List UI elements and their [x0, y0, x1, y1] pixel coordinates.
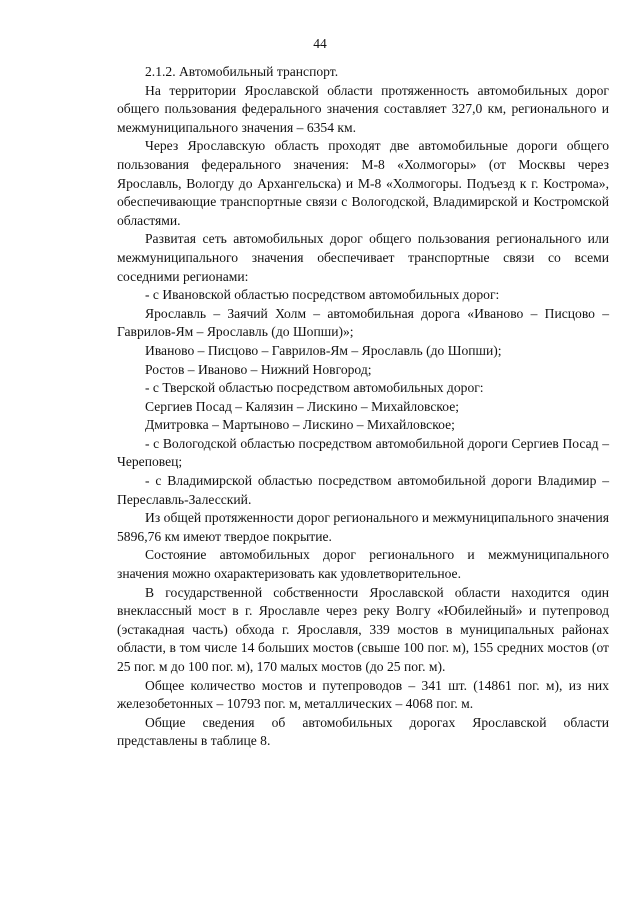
- list-item-vologda-region: - с Вологодской областью посредством автомобильной дороги Сергиев Посад – Череповец;: [117, 435, 609, 470]
- list-item-tver-region: - с Тверской областью посредством автомобильных дорог:: [145, 380, 484, 396]
- paragraph-table-reference: Общие сведения об автомобильных дорогах Ярославской области представлены в таблице 8.: [117, 714, 609, 749]
- section-heading: 2.1.2. Автомобильный транспорт.: [145, 64, 339, 79]
- paragraph-regional-network: Развитая сеть автомобильных дорог общего пользования регионального или межмуниципального значения обеспечивает транспортные связи со всеми соседними регионами:: [117, 231, 609, 284]
- list-item-ivanovo-region: - с Ивановской областью посредством автомобильных дорог:: [145, 287, 500, 303]
- paragraph-bridges: В государственной собственности Ярославской области находится один внеклассный мост в г. Ярославле через реку Волгу «Юбилейный» и путепровод (эстакадная часть) обхода г. Ярославля, 339 мостов в муниципальных районах области, в том числе 14 больших мостов (свыше 100 пог. м), 155 средних мостов (от 25 пог. м до 100 пог. м), 170 малых мостов (до 25 пог. м).: [117, 584, 609, 674]
- list-item-road: Иваново – Писцово – Гаврилов-Ям – Ярославль (до Шопши);: [145, 342, 502, 358]
- paragraph-road-condition: Состояние автомобильных дорог регионального и межмуниципального значения можно охарактеризовать как удовлетворительное.: [117, 547, 609, 582]
- paragraph-federal-roads: Через Ярославскую область проходят две автомобильные дороги общего пользования федерального значения: М-8 «Холмогоры» (от Москвы через Ярославль, Вологду до Архангельска) и М-8 «Холмогоры. Подъезд к г. Кострома», обеспечивающие транспортные связи с Вологодской, Владимирской и Костромской областями.: [117, 138, 609, 228]
- paragraph-road-length: На территории Ярославской области протяженность автомобильных дорог общего пользования федерального значения составляет 327,0 км, регионального и межмуниципального значения – 6354 км.: [117, 82, 609, 135]
- page-number: 44: [313, 36, 327, 51]
- list-item-road: Дмитровка – Мартыново – Лискино – Михайловское;: [145, 417, 455, 433]
- list-item-road: Ярославль – Заячий Холм – автомобильная дорога «Иваново – Писцово – Гаврилов-Ям – Ярославль (до Шопши)»;: [117, 305, 609, 340]
- paragraph-paved-roads: Из общей протяженности дорог регионального и межмуниципального значения 5896,76 км имеют твердое покрытие.: [117, 510, 609, 544]
- list-item-road: Сергиев Посад – Калязин – Лискино – Михайловское;: [145, 398, 460, 414]
- list-item-vladimir-region: - с Владимирской областью посредством автомобильной дороги Владимир – Переславль-Залесский.: [117, 473, 609, 507]
- document-body: [117, 63, 609, 751]
- paragraph-bridge-totals: Общее количество мостов и путепроводов – 341 шт. (14861 пог. м), из них железобетонных – 10793 пог. м, металлических – 4068 пог. м.: [117, 677, 609, 712]
- list-item-road: Ростов – Иваново – Нижний Новгород;: [145, 361, 372, 377]
